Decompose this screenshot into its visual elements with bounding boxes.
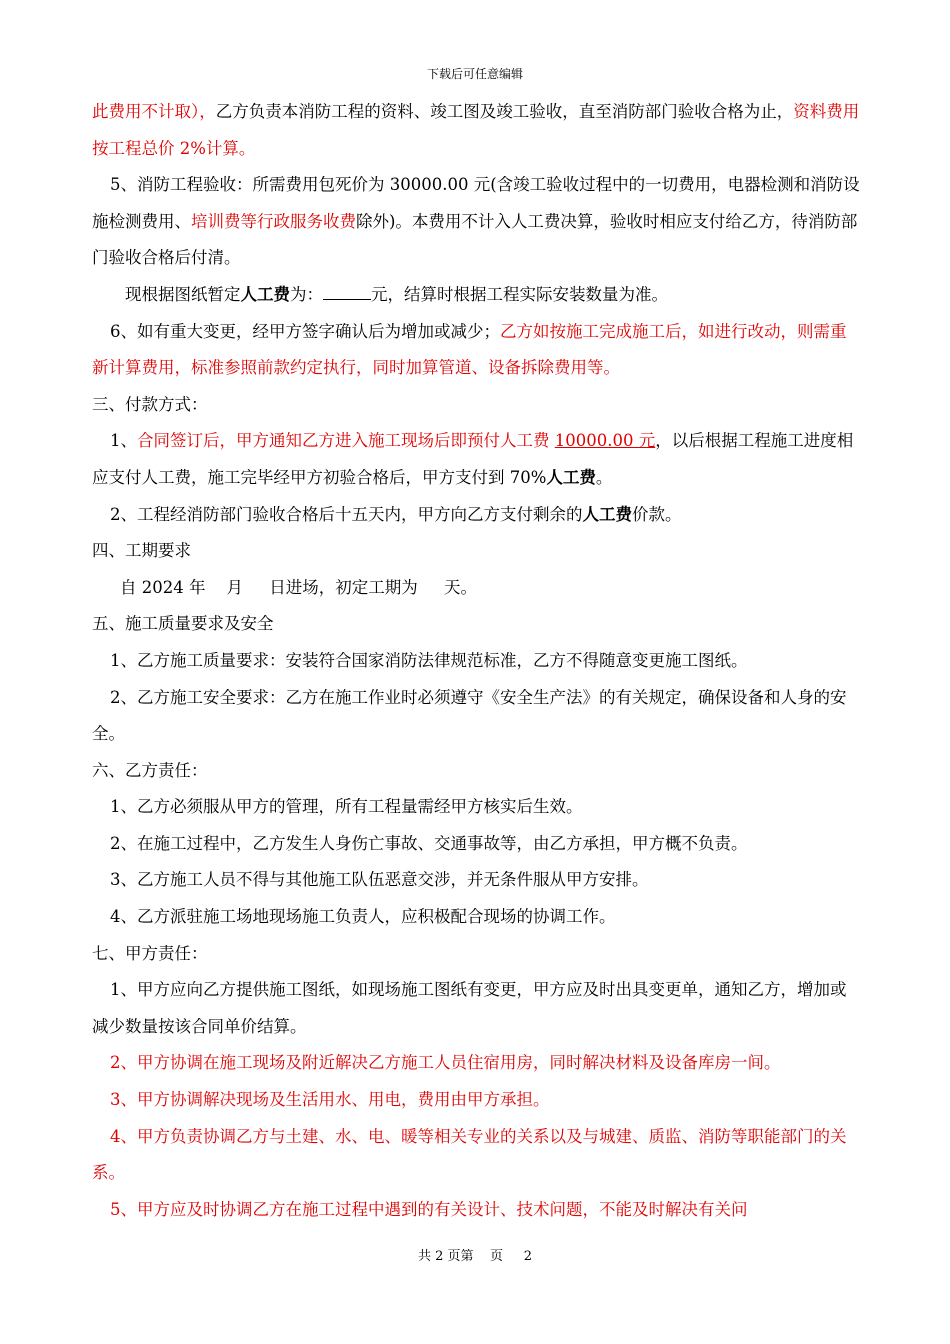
paragraph-party-a-5 xyxy=(92,1192,862,1229)
paragraph-party-a-3 xyxy=(92,1082,862,1119)
paragraph-safety-req xyxy=(92,680,862,753)
paragraph-schedule-dates xyxy=(92,570,862,607)
text: 自 2024 年 xyxy=(120,577,206,597)
footer-page-number: 2 xyxy=(523,1249,533,1264)
text: ，以后根据工程施工进度相应支付人工费，施工完毕经甲方初验合格后，甲方支付到 70% xyxy=(92,431,854,487)
document-body xyxy=(92,94,862,1228)
page-header: 下载后可任意编辑 xyxy=(426,67,523,81)
page-footer xyxy=(0,1248,950,1266)
text: 4、乙方派驻施工场地现场施工负责人，应积极配合现场的协调工作。 xyxy=(110,907,616,927)
text-red: 此费用不计取）， xyxy=(92,102,216,121)
text: 月 xyxy=(226,577,243,597)
text: 2、在施工过程中，乙方发生人身伤亡事故、交通事故等，由乙方承担，甲方概不负责。 xyxy=(110,833,748,853)
heading-text: 五、施工质量要求及安全 xyxy=(92,614,274,634)
text: 除外)。本费用不计入人工费决算，验收时相应支付给乙方，待消防部门验收合格后付清。 xyxy=(92,211,858,268)
text: 。 xyxy=(595,467,613,487)
paragraph-prepayment xyxy=(92,423,862,496)
paragraph-party-b-1 xyxy=(92,789,862,826)
text: 6、如有重大变更，经甲方签字确认后为增加或减少； xyxy=(110,321,500,341)
blank-amount-field xyxy=(323,285,371,300)
text-bold: 人工费 xyxy=(240,284,290,304)
text-red: 2、甲方协调在施工现场及附近解决乙方施工人员住宿用房，同时解决材料及设备库房一间。 xyxy=(110,1053,781,1073)
text: 为： xyxy=(290,284,323,304)
text: 1、甲方应向乙方提供施工图纸，如现场施工图纸有变更，甲方应及时出具变更单，通知乙方，增加或减少数量按该合同单价结算。 xyxy=(92,980,847,1036)
text: 1、 xyxy=(110,431,137,451)
text-red: 5、甲方应及时协调乙方在施工过程中遇到的有关设计、技术问题，不能及时解决有关问 xyxy=(110,1199,748,1219)
section-heading-party-b xyxy=(92,753,862,790)
paragraph-quality-req xyxy=(92,643,862,680)
text: 乙方负责本消防工程的资料、竣工图及竣工验收，直至消防部门验收合格为止， xyxy=(215,102,794,121)
text: 2、乙方施工安全要求：乙方在施工作业时必须遵守《安全生产法》的有关规定，确保设备和人身的安全。 xyxy=(92,687,847,744)
paragraph-acceptance xyxy=(92,167,862,277)
text-red: 合同签订后，甲方通知乙方进入施工现场后即预付人工费 xyxy=(137,431,555,451)
section-heading-schedule xyxy=(92,533,862,570)
footer-page-label: 页 xyxy=(490,1249,504,1264)
text: 天。 xyxy=(443,577,477,597)
text-red: 培训费等行政服务收费 xyxy=(191,211,356,231)
paragraph-party-a-4 xyxy=(92,1119,862,1192)
text: 元，结算时根据工程实际安装数量为准。 xyxy=(371,284,668,304)
paragraph-party-a-1 xyxy=(92,972,862,1045)
text: 5、消防工程验收：所需费用包死价为 30000.00 元(含竣工验收过程中的一切费用，电器检测和消防设施检测费用、 xyxy=(92,175,860,231)
heading-text: 四、工期要求 xyxy=(92,541,191,561)
text: 1、乙方施工质量要求：安装符合国家消防法律规范标准，乙方不得随意变更施工图纸。 xyxy=(110,650,748,670)
text: 现根据图纸暂定 xyxy=(125,284,241,304)
text: 2、工程经消防部门验收合格后十五天内，甲方向乙方支付剩余的 xyxy=(110,504,583,524)
paragraph-labor-fee xyxy=(92,277,862,314)
text: 1、乙方必须服从甲方的管理，所有工程量需经甲方核实后生效。 xyxy=(110,797,583,817)
heading-text: 七、甲方责任： xyxy=(92,943,208,963)
text-red: 4、甲方负责协调乙方与土建、水、电、暖等相关专业的关系以及与城建、质监、消防等职能部门的关系。 xyxy=(92,1126,847,1183)
text-red: 资料费用按工程总价 2%计算。 xyxy=(92,102,860,158)
section-heading-payment xyxy=(92,387,862,424)
paragraph-party-a-2 xyxy=(92,1045,862,1082)
section-heading-party-a xyxy=(92,936,862,973)
text-red: 3、甲方协调解决现场及生活用水、用电，费用由甲方承担。 xyxy=(110,1090,550,1110)
text: 价款。 xyxy=(632,504,682,524)
paragraph-party-b-4 xyxy=(92,899,862,936)
prepay-amount: 10000.00 元 xyxy=(554,431,656,451)
text-red: 乙方如按施工完成施工后，如进行改动，则需重新计算费用，标准参照前款约定执行，同时加算管道、设备拆除费用等。 xyxy=(92,321,847,378)
paragraph-final-payment xyxy=(92,497,862,534)
section-heading-quality xyxy=(92,606,862,643)
text-bold: 人工费 xyxy=(582,504,632,524)
footer-page-total: 共 2 页第 xyxy=(417,1249,474,1264)
text: 3、乙方施工人员不得与其他施工队伍恶意交涉，并无条件服从甲方安排。 xyxy=(110,870,649,890)
heading-text: 三、付款方式： xyxy=(92,394,208,414)
text: 日进场，初定工期为 xyxy=(269,577,418,597)
paragraph-changes xyxy=(92,314,862,387)
paragraph-party-b-2 xyxy=(92,826,862,863)
heading-text: 六、乙方责任： xyxy=(92,760,208,780)
text-bold: 人工费 xyxy=(546,467,596,487)
paragraph-materials-fee xyxy=(92,94,862,167)
paragraph-party-b-3 xyxy=(92,862,862,899)
